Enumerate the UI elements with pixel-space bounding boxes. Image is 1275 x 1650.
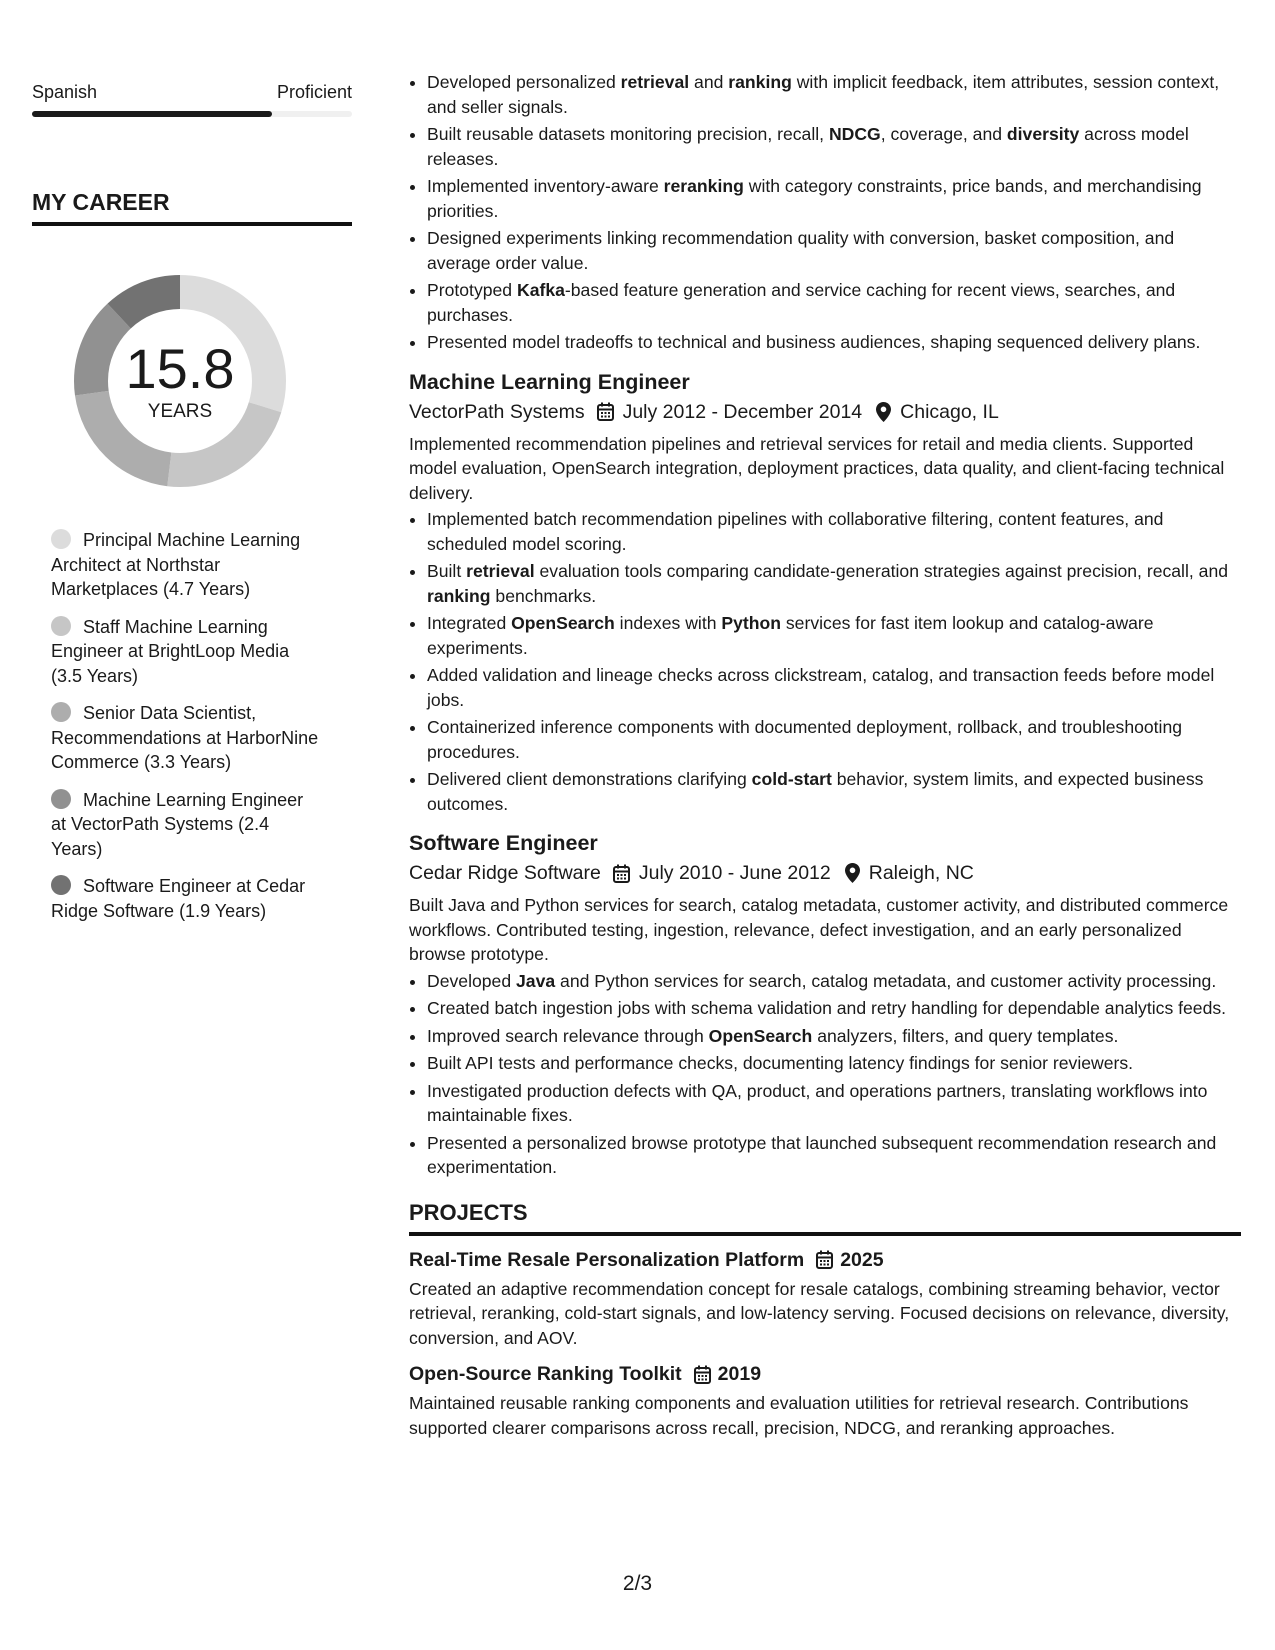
page-number: 2/3 xyxy=(622,1572,653,1595)
bullet-keyword: OpenSearch xyxy=(511,613,615,633)
job-location: Chicago, IL xyxy=(900,400,999,423)
project-year: 2019 xyxy=(717,1363,762,1385)
calendar-icon xyxy=(597,402,614,421)
bullet-item xyxy=(427,1024,1241,1049)
bullet-item xyxy=(427,767,1241,816)
bullet-text: Presented a personalized browse prototype that launched subsequent recommendation research and experimentation. xyxy=(427,1132,1217,1177)
legend-dot xyxy=(51,616,71,636)
language-row xyxy=(32,82,352,103)
bullet-item xyxy=(427,278,1241,327)
job-bullets xyxy=(409,969,1241,1180)
legend-dot xyxy=(51,789,71,809)
career-legend-label: Staff Machine Learning Engineer at BrightLoop Media (3.5 Years) xyxy=(51,616,290,686)
bullet-item xyxy=(427,122,1241,171)
bullet-text: , coverage, and xyxy=(880,124,1007,144)
project-description: Maintained reusable ranking components and evaluation utilities for retrieval research. Contributions supported clearer comparisons across recall, precision, NDCG, and reranking approaches. xyxy=(409,1393,1189,1438)
bullet-keyword: ranking xyxy=(728,72,792,92)
bullet-text: Integrated xyxy=(427,613,512,633)
bullet-text: Built reusable datasets monitoring precision, recall, xyxy=(427,124,829,144)
location-pin-icon xyxy=(845,863,860,883)
bullet-item xyxy=(427,559,1241,608)
bullet-keyword: cold-start xyxy=(751,769,832,789)
career-legend-item xyxy=(51,874,321,923)
bullet-text: services for fast item lookup and catalog-aware experiments. xyxy=(427,613,1154,658)
donut-center xyxy=(67,268,293,494)
career-legend-item xyxy=(51,701,321,775)
job-dates: July 2010 - June 2012 xyxy=(638,862,831,884)
job-bullets xyxy=(409,507,1241,816)
calendar-icon xyxy=(694,1365,711,1384)
job-entry xyxy=(409,367,1241,817)
bullet-item xyxy=(427,174,1241,223)
calendar-icon xyxy=(613,864,630,883)
bullet-text: Created batch ingestion jobs with schema validation and retry handling for dependable analytics feeds. xyxy=(427,998,1227,1018)
job-title: Machine Learning Engineer xyxy=(409,369,690,394)
bullet-text: Developed personalized xyxy=(427,72,621,92)
career-legend xyxy=(51,528,321,923)
job-list xyxy=(409,367,1241,1180)
bullet-text: across model releases. xyxy=(427,124,1189,169)
bullet-item xyxy=(427,330,1241,355)
location-pin-icon xyxy=(876,402,891,422)
projects-heading: PROJECTS xyxy=(409,1200,1241,1236)
bullet-text: Improved search relevance through xyxy=(427,1025,709,1046)
bullet-keyword: NDCG xyxy=(828,124,881,144)
bullet-text: Prototyped xyxy=(427,280,517,300)
bullet-item xyxy=(427,611,1241,660)
project-header xyxy=(409,1360,1241,1388)
project-description: Created an adaptive recommendation concept for resale catalogs, combining streaming behavior, vector retrieval, reranking, cold-start signals, and low-latency serving. Focused decisions on relevance, diversity, conversion, and AOV. xyxy=(409,1278,1230,1348)
bullet-text: Built API tests and performance checks, documenting latency findings for senior reviewers. xyxy=(427,1053,1134,1073)
project-header xyxy=(409,1246,1241,1274)
legend-dot xyxy=(51,529,71,549)
bullet-text: Containerized inference components with documented deployment, rollback, and troubleshooting procedures. xyxy=(427,717,1183,762)
bullet-item xyxy=(427,1079,1241,1128)
job-entry xyxy=(409,828,1241,1180)
job-location: Raleigh, NC xyxy=(868,862,974,884)
job-title: Software Engineer xyxy=(409,831,598,855)
career-legend-item xyxy=(51,528,321,602)
career-legend-label: Software Engineer at Cedar Ridge Software (1.9 Years) xyxy=(51,876,306,921)
career-legend-label: Machine Learning Engineer at VectorPath Systems (2.4 Years) xyxy=(51,789,304,859)
job-company: VectorPath Systems xyxy=(409,400,585,423)
previous-job-bullets xyxy=(409,70,1241,355)
bullet-item xyxy=(427,663,1241,712)
bullet-item xyxy=(427,996,1241,1021)
language-level: Proficient xyxy=(276,82,352,102)
bullet-keyword: Kafka xyxy=(516,280,565,300)
career-legend-label: Senior Data Scientist, Recommendations at HarborNine Commerce (3.3 Years) xyxy=(51,703,319,772)
main-content xyxy=(409,70,1241,1440)
bullet-text: indexes with xyxy=(614,613,722,633)
bullet-item xyxy=(427,226,1241,275)
bullet-item xyxy=(427,1051,1241,1076)
bullet-text: and xyxy=(689,72,729,92)
project-title: Real-Time Resale Personalization Platform xyxy=(409,1248,805,1271)
language-name: Spanish xyxy=(32,82,98,102)
language-proficiency-bar xyxy=(32,111,352,117)
bullet-text: Developed xyxy=(427,970,517,991)
bullet-keyword: ranking xyxy=(427,585,491,606)
bullet-item xyxy=(427,1131,1241,1180)
job-dates: July 2012 - December 2014 xyxy=(622,400,863,423)
legend-dot xyxy=(51,702,71,722)
project-title: Open-Source Ranking Toolkit xyxy=(409,1363,682,1385)
job-meta xyxy=(409,858,1241,888)
bullet-text: Implemented inventory-aware xyxy=(427,176,664,196)
bullet-keyword: diversity xyxy=(1006,124,1080,144)
bullet-text: Presented model tradeoffs to technical and business audiences, shaping sequenced delivery plans. xyxy=(427,332,1201,352)
bullet-keyword: retrieval xyxy=(620,72,690,92)
bullet-keyword: retrieval xyxy=(466,561,535,581)
bullet-text: Added validation and lineage checks across clickstream, catalog, and transaction feeds before model jobs. xyxy=(427,665,1215,710)
bullet-item xyxy=(427,969,1241,994)
career-legend-label: Principal Machine Learning Architect at Northstar Marketplaces (4.7 Years) xyxy=(51,530,301,599)
calendar-icon xyxy=(816,1250,833,1269)
bullet-text: Investigated production defects with QA, product, and operations partners, translating workflows into maintainable fixes. xyxy=(427,1080,1208,1125)
sidebar xyxy=(32,70,352,936)
career-legend-item xyxy=(51,615,321,689)
project-entry xyxy=(409,1360,1241,1440)
bullet-text: Implemented batch recommendation pipelines with collaborative filtering, content features, and scheduled model scoring. xyxy=(427,509,1164,554)
bullet-keyword: OpenSearch xyxy=(708,1025,813,1046)
job-meta xyxy=(409,397,1241,427)
bullet-item xyxy=(427,715,1241,764)
bullet-item xyxy=(427,507,1241,556)
bullet-text: and Python services for search, catalog metadata, and customer activity processing. xyxy=(555,970,1217,991)
bullet-text: with implicit feedback, item attributes, session context, and seller signals. xyxy=(427,72,1220,117)
bullet-keyword: reranking xyxy=(663,176,744,196)
bullet-text: Built xyxy=(427,561,467,581)
legend-dot xyxy=(51,875,71,895)
career-heading: MY CAREER xyxy=(32,189,352,226)
bullet-text: benchmarks. xyxy=(490,585,597,606)
bullet-text: evaluation tools comparing candidate-generation strategies against precision, recall, and xyxy=(534,561,1229,581)
career-donut-chart xyxy=(67,268,293,494)
project-year: 2025 xyxy=(840,1248,884,1271)
bullet-keyword: Python xyxy=(721,613,781,633)
bullet-text: behavior, system limits, and expected business outcomes. xyxy=(427,769,1204,814)
bullet-keyword: Java xyxy=(516,970,556,991)
bullet-item xyxy=(427,70,1241,119)
job-summary: Built Java and Python services for search, catalog metadata, customer activity, and distributed commerce workflows. Contributed testing, ingestion, relevance, defect investigation, and an early personalized browse prototype. xyxy=(409,895,1229,964)
project-list xyxy=(409,1246,1241,1441)
bullet-text: analyzers, filters, and query templates. xyxy=(812,1025,1119,1046)
career-legend-item xyxy=(51,788,321,862)
bullet-text: with category constraints, price bands, and merchandising priorities. xyxy=(427,176,1202,221)
bullet-text: Delivered client demonstrations clarifying xyxy=(427,769,752,789)
project-entry xyxy=(409,1246,1241,1351)
career-total-unit: YEARS xyxy=(147,401,213,422)
bullet-text: Designed experiments linking recommendation quality with conversion, basket composition, and average order value. xyxy=(427,228,1175,273)
career-total-years: 15.8 xyxy=(125,337,235,400)
job-summary: Implemented recommendation pipelines and retrieval services for retail and media clients. Supported model evaluation, OpenSearch integration, deployment practices, data quality, and client-facing technical delivery. xyxy=(409,433,1225,503)
bullet-text: -based feature generation and service caching for recent views, searches, and purchases. xyxy=(427,280,1176,325)
language-proficiency-fill xyxy=(32,111,272,117)
job-company: Cedar Ridge Software xyxy=(409,862,601,884)
